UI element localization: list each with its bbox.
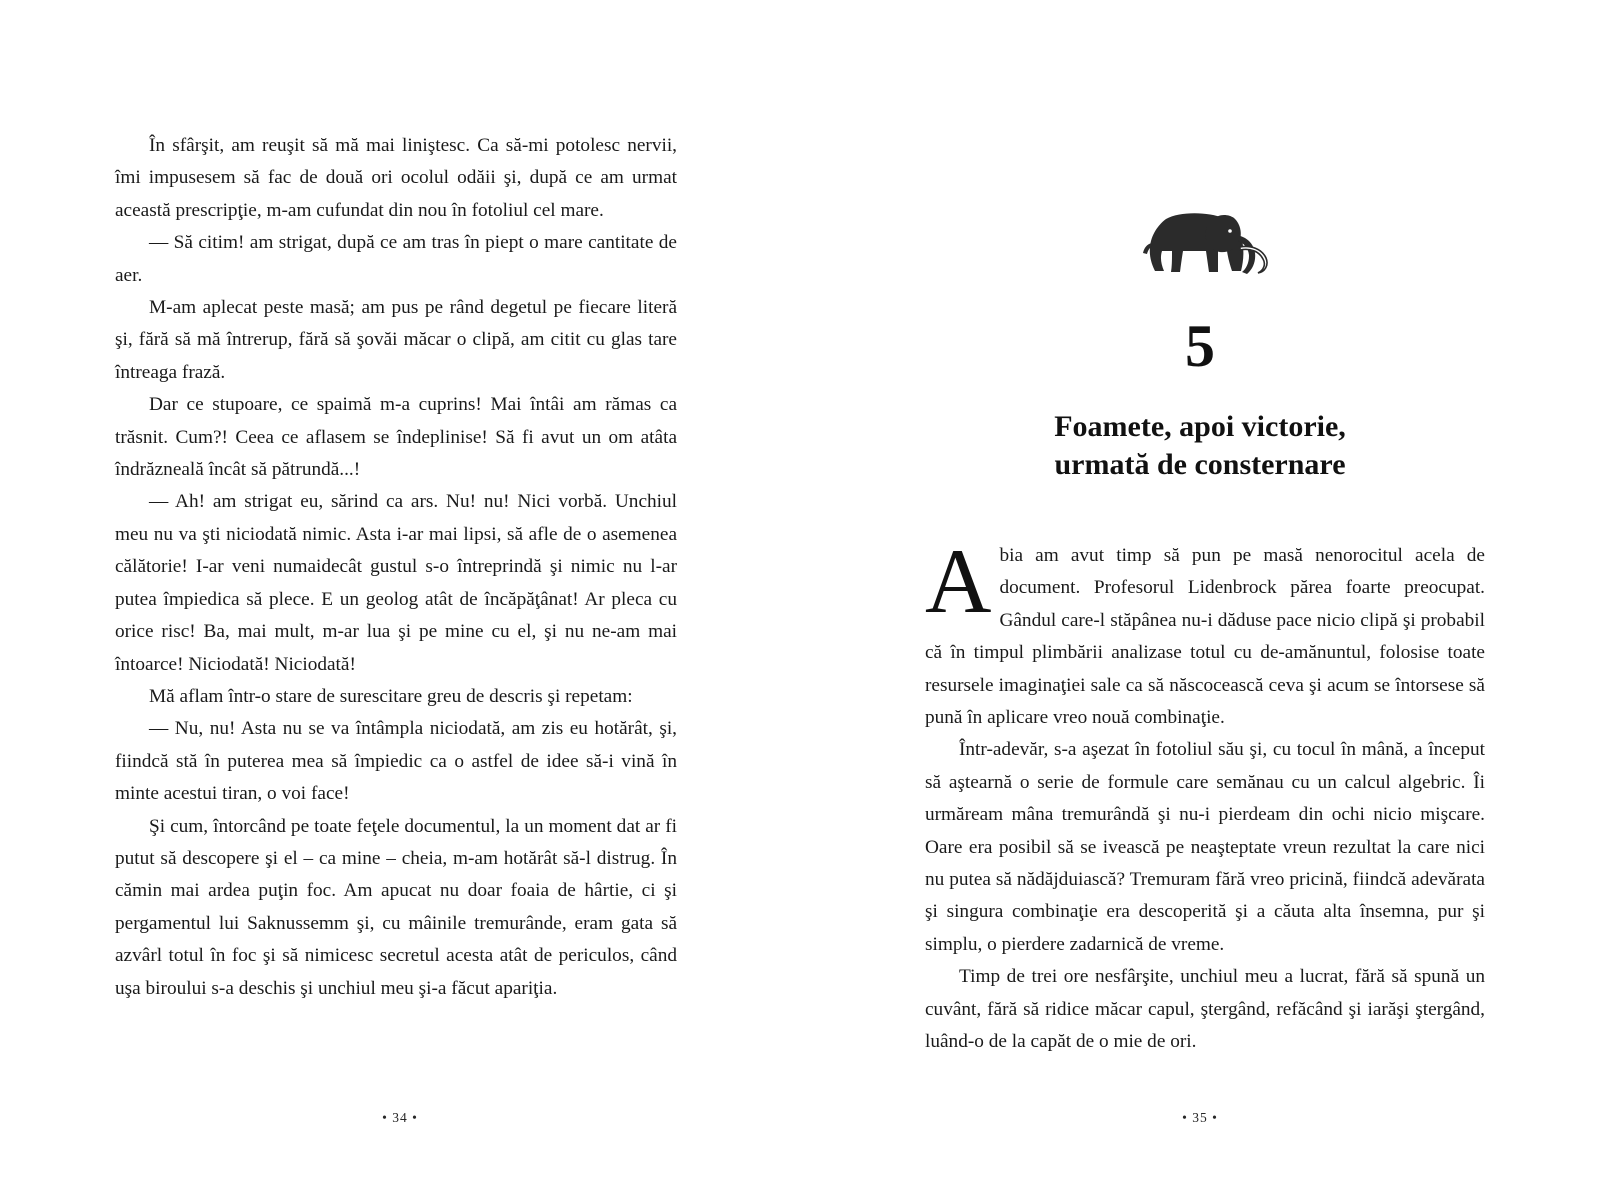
page-number-right: • 35 • xyxy=(1182,1110,1218,1125)
chapter-title xyxy=(800,408,1600,484)
right-page-text-column xyxy=(925,530,1485,1059)
drop-cap: A xyxy=(925,530,992,632)
paragraph: Timp de trei ore nesfârşite, unchiul meu a lucrat, fără să spună un cuvânt, fără să ridice măcar capul, ştergând, refăcând şi iarăşi ştergând, luând-o de la capăt de o mie de ori. xyxy=(925,966,1485,1053)
opening-paragraph-text: bia am avut timp să pun pe masă nenorocitul acela de document. Profesorul Lidenbrock părea foarte preocupat. Gândul care-l stăpânea nu-i dăduse pace nicio clipă şi probabil că în timpul plimbării analizase totul cu de-amănuntul, folosise toate resursele imaginaţiei sale ca să născocească ceva şi acum se întorsese să pună în aplicare vreo nouă combinaţie. xyxy=(925,545,1485,729)
paragraph: Într-adevăr, s-a aşezat în fotoliul său şi, cu tocul în mână, a început să aştearnă o serie de formule care semănau cu un calcul algebric. Îi urmăream mâna tremurândă şi nu-i pierdeam din ochi nicio mişcare. Oare era posibil să se ivească pe neaşteptate vreun rezultat la care nici nu putea să nădăjduiască? Tremuram fără vreo pricină, fiindcă adevărata şi singura combinaţie era descoperită şi a căuta alta însemna, pur şi simplu, o pierdere zadarnică de vreme. xyxy=(925,739,1485,955)
paragraph-dialogue: — Nu, nu! Asta nu se va întâmpla niciodată, am zis eu hotărât, şi, fiindcă stă în puterea mea să împiedic ca o astfel de idee să-i vină în minte acestui tiran, o voi face! xyxy=(115,718,677,805)
page-number-left: • 34 • xyxy=(382,1110,418,1125)
opening-paragraph xyxy=(925,530,1485,734)
paragraph: Şi cum, întorcând pe toate feţele documentul, la un moment dat ar fi putut să descopere şi el – ca mine – cheia, m-am hotărât să-l distrug. În cămin mai ardea puţin foc. Am apucat nu doar foaia de hârtie, ci şi pergamentul lui Saknussemm şi, cu mâinile tremurânde, eram gata să azvârl totul în foc şi să nimicesc secretul acesta atât de periculos, când uşa biroului s-a deschis şi unchiul meu şi-a făcut apariţia. xyxy=(115,815,677,999)
chapter-number: 5 xyxy=(1185,313,1215,379)
paragraph: Dar ce stupoare, ce spaimă m-a cuprins! Mai întâi am rămas ca trăsnit. Cum?! Ceea ce aflasem se îndeplinise! Să fi avut un om atâta îndrăzneală încât să pătrundă...! xyxy=(115,394,677,481)
paragraph-dialogue: — Să citim! am strigat, după ce am tras în piept o mare cantitate de aer. xyxy=(115,232,677,286)
right-page xyxy=(800,0,1600,1204)
paragraph: Mă aflam într-o stare de surescitare greu de descris şi repetam: xyxy=(149,685,633,707)
paragraph: În sfârşit, am reuşit să mă mai liniştesc. Ca să-mi potolesc nervii, îmi impusesem să fac de două ori ocolul odăii şi, după ce am urmat această prescripţie, m-am cufundat din nou în fotoliul cel mare. xyxy=(115,135,677,221)
paragraph-dialogue: — Ah! am strigat eu, sărind ca ars. Nu! nu! Nici vorbă. Unchiul meu nu va şti niciodată nimic. Asta i-ar mai lipsi, să afle de o asemenea călătorie! I-ar veni numaidecât gustul s-o întreprindă şi nimic nu l-ar putea împiedica să plece. E un geolog atât de încăpăţânat! Ar pleca cu orice risc! Ba, mai mult, m-ar lua şi pe mine cu el, şi nu ne-am mai întoarce! Niciodată! Niciodată! xyxy=(115,491,677,675)
mammoth-icon xyxy=(800,185,1600,300)
paragraph: M-am aplecat peste masă; am pus pe rând degetul pe fiecare literă şi, fără să mă întrerup, fără să şovăi măcar o clipă, am citit cu glas tare întreaga frază. xyxy=(115,297,677,383)
chapter-title-line-1: Foamete, apoi victorie, xyxy=(1054,410,1346,443)
chapter-title-line-2: urmată de consternare xyxy=(1054,448,1346,481)
left-page-text-column xyxy=(115,130,677,1005)
